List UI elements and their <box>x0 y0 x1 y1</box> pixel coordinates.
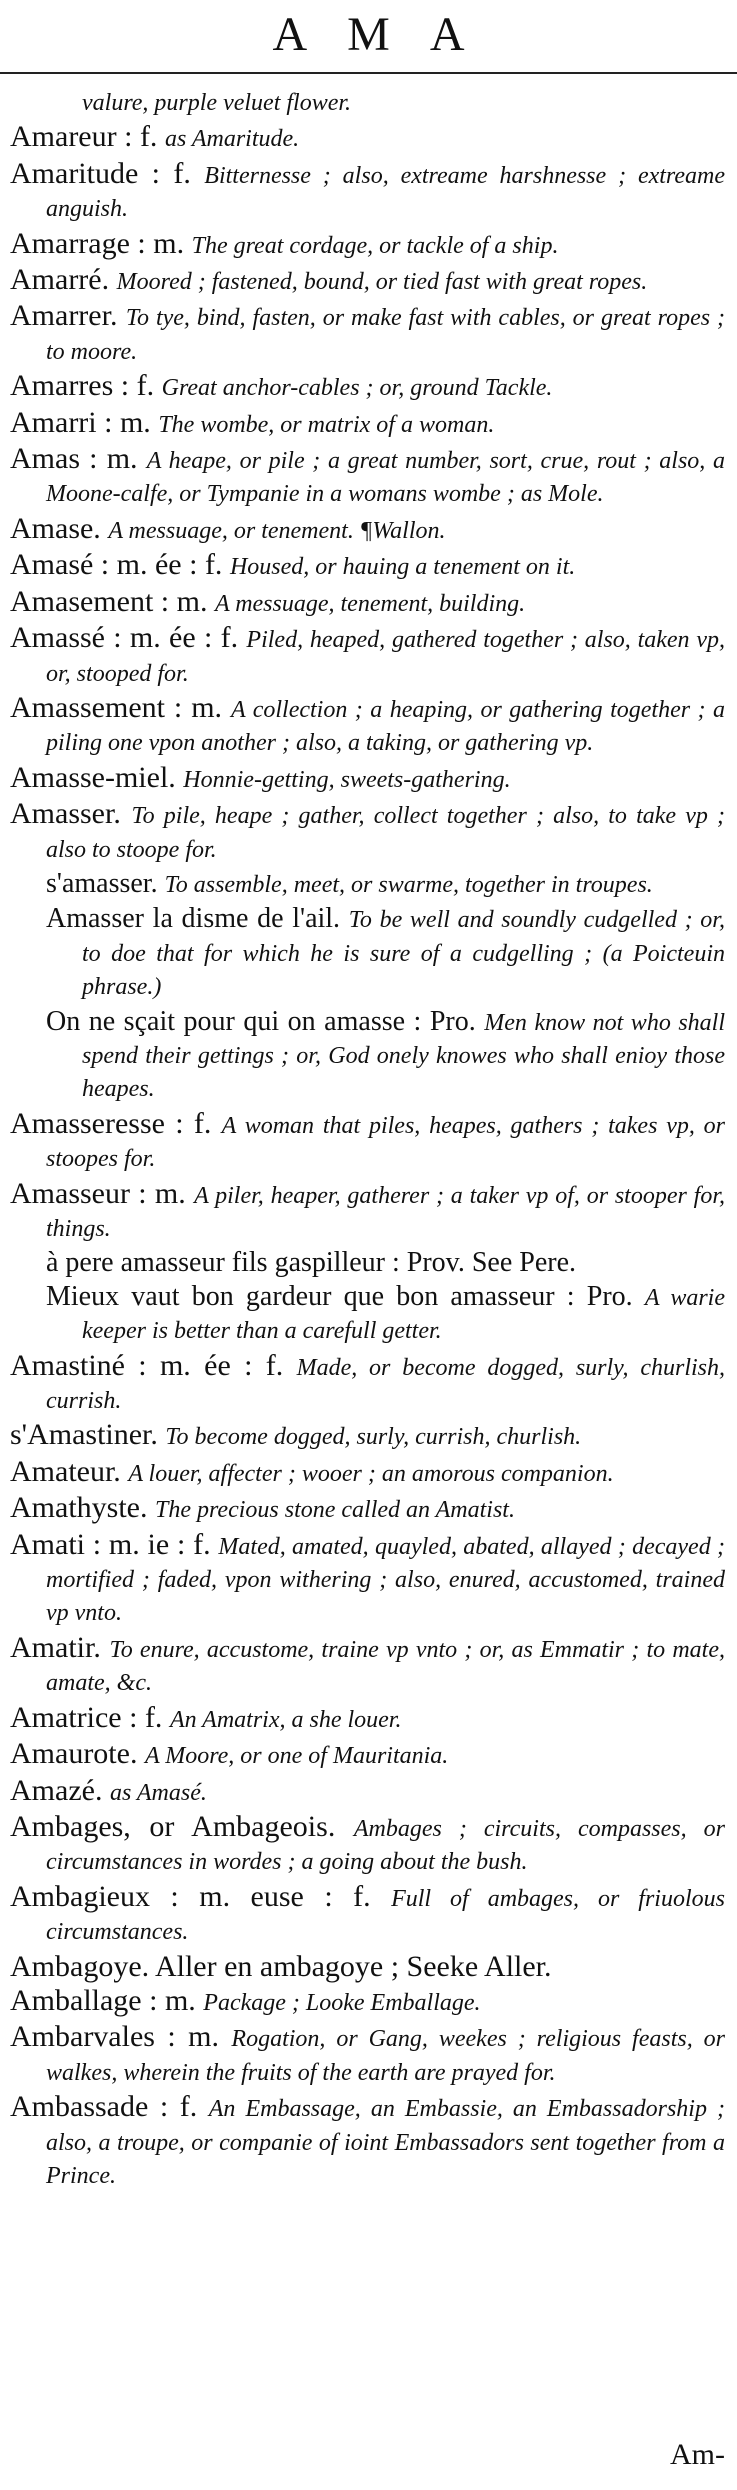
entry-headword: Ambarvales : m. <box>10 2020 232 2054</box>
entry-gloss: The great cordage, or tackle of a ship. <box>191 232 559 259</box>
dictionary-entry <box>10 1178 725 1246</box>
entry-gloss: Moored ; fastened, bound, or tied fast with great ropes. <box>116 269 648 296</box>
entry-headword: Amase. <box>10 511 109 545</box>
entry-headword: Amazé. <box>10 1773 110 1807</box>
dictionary-entry <box>10 1811 725 1879</box>
entry-gloss: A messuage, or tenement. ¶Wallon. <box>108 517 446 544</box>
entry-headword: Amaurote. <box>10 1737 145 1771</box>
entry-headword: Ambages, or Ambageois. <box>10 1809 354 1843</box>
dictionary-entry <box>10 1529 725 1630</box>
entry-gloss: Honnie-getting, sweets-gathering. <box>183 766 511 793</box>
entry-headword: Amati : m. ie : f. <box>10 1527 219 1561</box>
dictionary-entry <box>10 121 725 155</box>
dictionary-entry <box>10 370 725 404</box>
dictionary-entry <box>10 798 725 866</box>
entry-gloss: A Moore, or one of Mauritania. <box>144 1743 449 1770</box>
dictionary-entry <box>10 158 725 226</box>
entry-gloss: as Amaritude. <box>164 126 300 153</box>
dictionary-entry <box>10 1419 725 1453</box>
entry-headword: Amathyste. <box>10 1491 155 1525</box>
entry-gloss: Bitternesse ; also, extreame harshnesse ; extreame anguish. <box>46 162 725 223</box>
entry-gloss: An Amatrix, a she louer. <box>169 1706 402 1733</box>
entry-headword: Amasement : m. <box>10 584 215 618</box>
entry-gloss: To pile, heape ; gather, collect together ; also, to take vp ; also to stoope for. <box>46 803 726 863</box>
page-header <box>0 2 737 72</box>
header-rule <box>0 72 737 74</box>
dictionary-entry <box>10 903 725 1003</box>
dictionary-column <box>10 86 725 2194</box>
entry-gloss: as Amasé. <box>109 1779 207 1806</box>
entry-gloss: Ambages ; circuits, compasses, or circumstances in wordes ; a going about the bush. <box>46 1815 725 1876</box>
entry-headword: Amassement : m. <box>10 690 232 724</box>
entry-headword: Amassé : m. ée : f. <box>10 621 247 655</box>
dictionary-entry <box>10 1006 725 1106</box>
dictionary-entry <box>10 1738 725 1772</box>
dictionary-entry <box>10 868 725 901</box>
entry-gloss: Great anchor-cables ; or, ground Tackle. <box>161 375 553 402</box>
entry-headword: Amasé : m. ée : f. <box>10 548 230 582</box>
entry-gloss: Men know not who shall spend their gettings ; or, God onely knowes who shall enioy those heapes. <box>82 1009 726 1103</box>
dictionary-entry <box>10 1492 725 1526</box>
entry-headword: Ambagoye. Aller en ambagoye ; Seeke Aller. <box>10 1949 552 1983</box>
entry-headword: Amarrer. <box>10 299 126 333</box>
entry-headword: Amateur. <box>10 1454 129 1488</box>
entry-gloss: Package ; Looke Emballage. <box>203 1989 481 2016</box>
dictionary-entry <box>10 407 725 441</box>
entry-gloss: A warie keeper is better than a carefull getter. <box>82 1284 725 1345</box>
dictionary-entry <box>10 2091 725 2192</box>
entry-headword: Amasser la disme de l'ail. <box>46 903 349 935</box>
entry-headword: Ambassade : f. <box>10 2090 209 2124</box>
entry-headword: s'amasser. <box>46 867 165 899</box>
entry-headword: Amastiné : m. ée : f. <box>10 1348 297 1382</box>
entry-headword: Amareur : f. <box>10 120 165 154</box>
entry-headword: Amatrice : f. <box>10 1700 170 1734</box>
dictionary-entry <box>10 586 725 620</box>
dictionary-entry <box>10 1951 725 1983</box>
dictionary-entry <box>10 228 725 262</box>
entry-gloss: A woman that piles, heapes, gathers ; takes vp, or stoopes for. <box>46 1112 726 1173</box>
dictionary-entry <box>10 2021 725 2089</box>
entry-gloss: To be well and soundly cudgelled ; or, to doe that for which he is sure of a cudgelling ; (a Poicteuin phrase.) <box>82 907 725 1001</box>
entry-headword: à pere amasseur fils gaspilleur : Prov. See Pere. <box>46 1247 577 1279</box>
entry-gloss: To enure, accustome, traine vp vnto ; or, as Emmatir ; to mate, amate, &c. <box>46 1636 725 1697</box>
entry-headword: Amarri : m. <box>10 405 159 439</box>
dictionary-entry <box>10 1281 725 1348</box>
entry-gloss: Full of ambages, or friuolous circumstances. <box>46 1885 725 1946</box>
dictionary-entry <box>10 1881 725 1949</box>
running-head: AMA <box>272 8 505 61</box>
entry-headword: Amarres : f. <box>10 369 162 403</box>
dictionary-entry <box>10 264 725 298</box>
entry-gloss: A heape, or pile ; a great number, sort, crue, rout ; also, a Moone-calfe, or Tympanie in a womans wombe ; as Mole. <box>46 448 725 508</box>
entry-gloss: To become dogged, surly, currish, churlish. <box>165 1424 582 1451</box>
dictionary-entry <box>10 1108 725 1176</box>
dictionary-entry <box>10 549 725 583</box>
entry-gloss: A collection ; a heaping, or gathering together ; a piling one vpon another ; also, a taking, or gathering vp. <box>46 696 725 757</box>
entry-gloss: The wombe, or matrix of a woman. <box>158 411 495 438</box>
entry-gloss: Rogation, or Gang, weekes ; religious feasts, or walkes, wherein the fruits of the earth are prayed for. <box>46 2026 725 2086</box>
entry-headword: Amasser. <box>10 797 132 831</box>
dictionary-entry <box>10 762 725 796</box>
dictionary-entry <box>10 513 725 547</box>
catchword: Am- <box>670 2438 725 2471</box>
entry-gloss: A louer, affecter ; wooer ; an amorous companion. <box>128 1460 614 1487</box>
dictionary-entry <box>10 622 725 690</box>
entry-headword: Amballage : m. <box>10 1983 204 2017</box>
entry-gloss: Piled, heaped, gathered together ; also, taken vp, or, stooped for. <box>46 627 726 687</box>
entry-gloss: An Embassage, an Embassie, an Embassadorship ; also, a troupe, or companie of ioint Embassadors sent together from a Prince. <box>46 2096 725 2189</box>
dictionary-entry <box>10 1985 725 2019</box>
dictionary-entry <box>10 443 725 511</box>
entry-gloss: A piler, heaper, gatherer ; a taker vp of, or stooper for, things. <box>46 1182 726 1242</box>
entry-headword: Amasseresse : f. <box>10 1106 222 1140</box>
entry-headword: Amaritude : f. <box>10 156 205 190</box>
entry-gloss: To tye, bind, fasten, or make fast with cables, or great ropes ; to moore. <box>46 305 726 365</box>
dictionary-entry <box>10 1775 725 1809</box>
dictionary-entry <box>10 1702 725 1736</box>
dictionary-entry <box>10 692 725 760</box>
entry-headword: Amatir. <box>10 1630 110 1664</box>
entry-gloss: Housed, or hauing a tenement on it. <box>229 554 576 581</box>
entry-gloss: valure, purple veluet flower. <box>82 90 352 116</box>
dictionary-entry <box>10 1456 725 1490</box>
entry-headword: Amasse-miel. <box>10 760 184 794</box>
dictionary-entry <box>10 1632 725 1700</box>
entry-gloss: A messuage, tenement, building. <box>214 590 526 617</box>
entry-gloss: Mated, amated, quayled, abated, allayed ; decayed ; mortified ; faded, vpon withering ; also, enured, accustomed, trained vp vnto. <box>46 1533 725 1627</box>
entry-headword: Ambagieux : m. euse : f. <box>10 1879 392 1913</box>
entry-headword: Amas : m. <box>10 442 147 476</box>
entry-gloss: Made, or become dogged, surly, churlish, currish. <box>46 1354 725 1415</box>
entry-gloss: The precious stone called an Amatist. <box>154 1497 515 1524</box>
entry-headword: Amarré. <box>10 263 117 297</box>
entry-headword: Mieux vaut bon gardeur que bon amasseur : Pro. <box>46 1280 645 1312</box>
entry-headword: Amarrage : m. <box>10 226 192 260</box>
dictionary-entry <box>10 86 725 119</box>
entry-gloss: To assemble, meet, or swarme, together in troupes. <box>164 871 653 898</box>
entry-headword: s'Amastiner. <box>10 1418 166 1452</box>
entry-headword: Amasseur : m. <box>10 1176 195 1210</box>
dictionary-entry <box>10 1350 725 1418</box>
dictionary-entry <box>10 1247 725 1278</box>
dictionary-entry <box>10 300 725 368</box>
entry-headword: On ne sçait pour qui on amasse : Pro. <box>46 1005 485 1037</box>
